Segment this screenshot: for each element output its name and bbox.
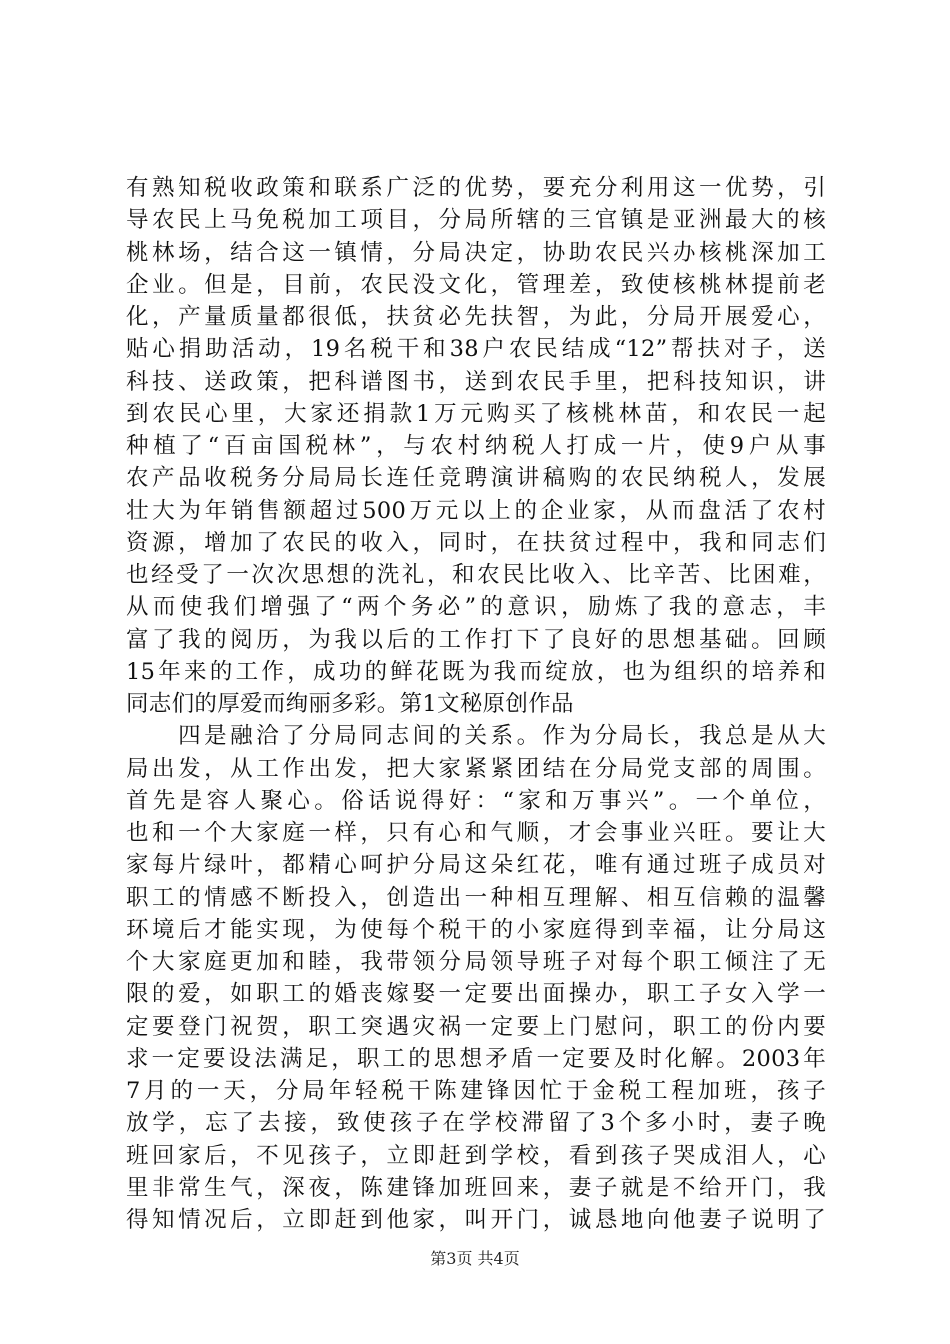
text-line: 壮大为年销售额超过500万元以上的企业家，从而盘活了农村 xyxy=(126,497,826,524)
text-line: 桃林场，结合这一镇情，分局决定，协助农民兴办核桃深加工 xyxy=(126,239,826,266)
text-line: 导农民上马免税加工项目，分局所辖的三官镇是亚洲最大的核 xyxy=(126,207,826,234)
text-line: 四是融洽了分局同志间的关系。作为分局长，我总是从大 xyxy=(126,723,826,750)
text-line: 求一定要设法满足，职工的思想矛盾一定要及时化解。2003年 xyxy=(126,1045,826,1072)
text-line: 里非常生气，深夜，陈建锋加班回来，妻子就是不给开门，我 xyxy=(126,1174,826,1201)
text-line: 放学，忘了去接，致使孩子在学校滞留了3个多小时，妻子晚 xyxy=(126,1110,826,1137)
text-line: 限的爱，如职工的婚丧嫁娶一定要出面操办，职工子女入学一 xyxy=(126,981,826,1008)
text-line: 环境后才能实现，为使每个税干的小家庭得到幸福，让分局这 xyxy=(126,916,826,943)
text-line: 家每片绿叶，都精心呵护分局这朵红花，唯有通过班子成员对 xyxy=(126,852,826,879)
text-line: 到农民心里，大家还捐款1万元购买了核桃林苗，和农民一起 xyxy=(126,400,826,427)
text-line: 科技、送政策，把科谱图书，送到农民手里，把科技知识，讲 xyxy=(126,368,826,395)
text-line: 也和一个大家庭一样，只有心和气顺，才会事业兴旺。要让大 xyxy=(126,820,826,846)
page-footer: 第3页 共4页 xyxy=(430,1249,520,1268)
text-line: 个大家庭更加和睦，我带领分局领导班子对每个职工倾注了无 xyxy=(126,949,826,975)
text-line: 贴心捐助活动，19名税干和38户农民结成“12”帮扶对子，送 xyxy=(126,336,826,363)
text-line: 局出发，从工作出发，把大家紧紧团结在分局党支部的周围。 xyxy=(126,755,826,782)
text-line: 7月的一天，分局年轻税干陈建锋因忙于金税工程加班，孩子 xyxy=(126,1078,826,1104)
text-line: 15年来的工作，成功的鲜花既为我而绽放，也为组织的培养和 xyxy=(126,658,826,685)
text-line: 也经受了一次次思想的洗礼，和农民比收入、比辛苦、比困难， xyxy=(126,562,826,588)
text-line: 首先是容人聚心。俗话说得好：“家和万事兴”。一个单位， xyxy=(126,787,826,814)
text-line: 企业。但是，目前，农民没文化，管理差，致使核桃林提前老 xyxy=(126,271,826,298)
text-line: 从而使我们增强了“两个务必”的意识，励炼了我的意志，丰 xyxy=(126,594,826,621)
text-line: 同志们的厚爱而绚丽多彩。第1文秘原创作品 xyxy=(126,691,574,717)
text-line: 得知情况后，立即赶到他家，叫开门，诚恳地向他妻子说明了 xyxy=(126,1207,826,1233)
text-line: 资源，增加了农民的收入，同时，在扶贫过程中，我和同志们 xyxy=(126,529,826,556)
text-line: 化，产量质量都很低，扶贫必先扶智，为此，分局开展爱心， xyxy=(126,304,826,330)
body-text xyxy=(126,172,826,1236)
text-line: 农产品收税务分局局长连任竞聘演讲稿购的农民纳税人，发展 xyxy=(126,465,826,492)
text-line: 职工的情感不断投入，创造出一种相互理解、相互信赖的温馨 xyxy=(126,884,826,911)
text-line: 富了我的阅历，为我以后的工作打下了良好的思想基础。回顾 xyxy=(126,626,826,653)
text-line: 班回家后，不见孩子，立即赶到学校，看到孩子哭成泪人，心 xyxy=(126,1142,826,1169)
text-line: 定要登门祝贺，职工突遇灾祸一定要上门慰问，职工的份内要 xyxy=(126,1013,826,1040)
text-line: 种植了“百亩国税林”，与农村纳税人打成一片，使9户从事 xyxy=(126,433,826,459)
text-line: 有熟知税收政策和联系广泛的优势，要充分利用这一优势，引 xyxy=(126,175,826,201)
